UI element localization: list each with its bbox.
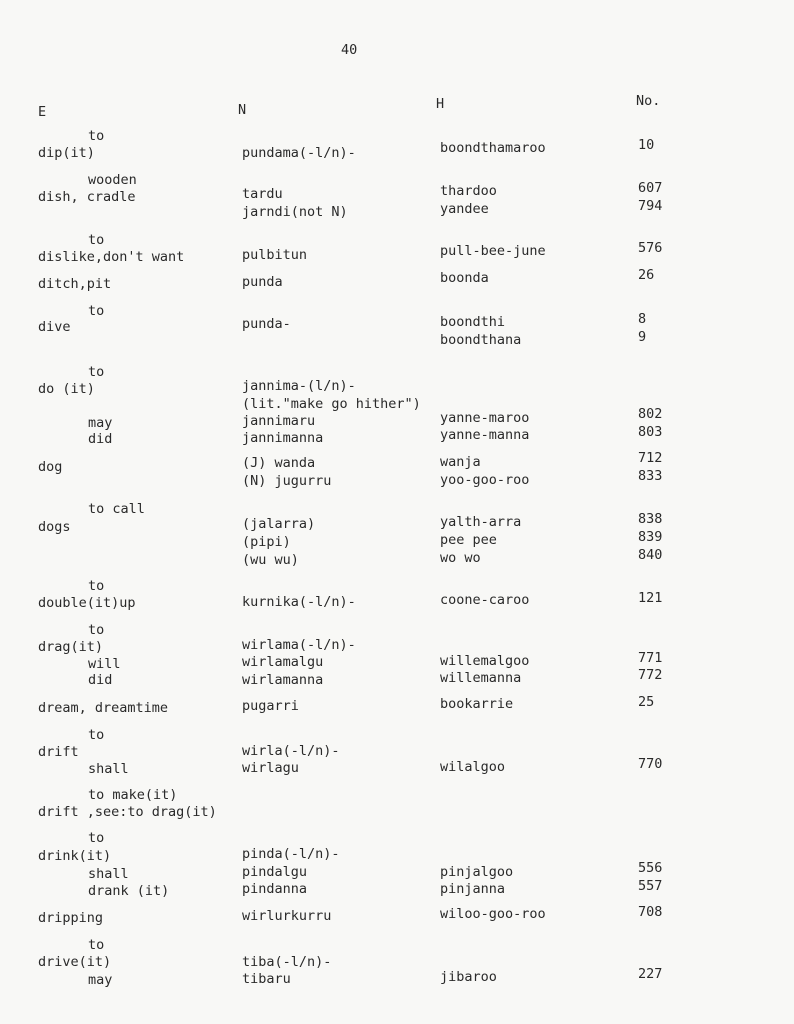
entry-english: dish, cradle [38,189,136,205]
entry-english: dip(it) [38,145,95,161]
entry-english: drive(it) [38,954,112,970]
entry-english: ditch,pit [38,276,112,292]
entry-number: 838 [638,511,663,527]
entry-english-prefix: to [88,303,105,319]
entry-english-prefix: to [88,232,105,248]
entry-h-form: boondthana [440,332,522,348]
entry-english: drag(it) [38,639,104,655]
entry-n-form: wirla(-l/n)- [242,743,340,759]
entry-english: dripping [38,910,104,926]
entry-h-form: pull-bee-june [440,243,546,259]
header-english: E [38,104,47,120]
entry-english: dislike,don't want [38,249,185,265]
entry-english-prefix: to [88,830,105,846]
entry-english: drank (it) [88,883,170,899]
entry-english: dive [38,319,71,335]
entry-h-form: boondthi [440,314,506,330]
entry-english-prefix: to [88,128,105,144]
entry-english: will [88,656,121,672]
entry-n-form: jannimanna [242,430,324,446]
entry-n-form: wirlurkurru [242,908,332,924]
entry-english-prefix: to [88,937,105,953]
entry-h-form: bookarrie [440,696,514,712]
entry-number: 607 [638,180,663,196]
entry-number: 771 [638,650,663,666]
entry-n-form: jannima-(l/n)- [242,378,356,394]
entry-n-form: wirlamalgu [242,654,324,670]
entry-n-form: tardu [242,186,283,202]
header-h: H [436,96,445,112]
entry-n-form: punda [242,274,283,290]
entry-h-form: wilalgoo [440,759,506,775]
entry-english-prefix: to [88,578,105,594]
entry-h-form: wanja [440,454,481,470]
entry-english: may [88,415,113,431]
entry-n-form: pindanna [242,881,308,897]
entry-n-form: (N) jugurru [242,473,332,489]
entry-number: 833 [638,468,663,484]
header-n: N [238,102,247,118]
entry-n-form: (J) wanda [242,455,316,471]
entry-number: 802 [638,406,663,422]
entry-english-prefix: to call [88,501,145,517]
entry-english-prefix: to [88,364,105,380]
entry-english: did [88,672,113,688]
entry-english: drift ,see:to drag(it) [38,804,217,820]
entry-number: 557 [638,878,663,894]
entry-n-form: wirlama(-l/n)- [242,637,356,653]
entry-number: 576 [638,240,663,256]
entry-h-form: willemanna [440,670,522,686]
entry-english: double(it)up [38,595,136,611]
entry-n-form: wirlamanna [242,672,324,688]
entry-english-prefix: to make(it) [88,787,178,803]
entry-h-form: yoo-goo-roo [440,472,530,488]
entry-n-form: (wu wu) [242,552,299,568]
entry-h-form: boondthamaroo [440,140,546,156]
entry-h-form: yandee [440,201,489,217]
entry-h-form: yalth-arra [440,514,522,530]
entry-h-form: wiloo-goo-roo [440,906,546,922]
entry-english-prefix: wooden [88,172,137,188]
entry-n-form: pindalgu [242,864,308,880]
entry-number: 794 [638,198,663,214]
entry-english-prefix: to [88,727,105,743]
header-number: No. [636,93,661,109]
entry-number: 770 [638,756,663,772]
entry-n-form: pinda(-l/n)- [242,846,340,862]
entry-english: shall [88,866,129,882]
page-number: 40 [341,42,358,58]
entry-english-prefix: to [88,622,105,638]
entry-n-form: pulbitun [242,247,308,263]
entry-number: 25 [638,694,655,710]
entry-english: may [88,972,113,988]
entry-h-form: wo wo [440,550,481,566]
entry-english: dogs [38,519,71,535]
entry-english: drink(it) [38,848,112,864]
entry-english: dream, dreamtime [38,700,169,716]
entry-english: do (it) [38,381,95,397]
entry-english: dog [38,459,63,475]
entry-number: 803 [638,424,663,440]
entry-number: 9 [638,329,647,345]
entry-h-form: boonda [440,270,489,286]
entry-n-form: tiba(-l/n)- [242,954,332,970]
entry-n-form: pugarri [242,698,299,714]
entry-h-form: willemalgoo [440,653,530,669]
entry-number: 8 [638,311,647,327]
entry-h-form: yanne-maroo [440,410,530,426]
entry-n-form: (jalarra) [242,516,316,532]
entry-number: 121 [638,590,663,606]
entry-n-form: (pipi) [242,534,291,550]
entry-h-form: pinjanna [440,881,506,897]
entry-number: 10 [638,137,655,153]
entry-number: 840 [638,547,663,563]
entry-number: 556 [638,860,663,876]
entry-english: shall [88,761,129,777]
entry-h-form: pinjalgoo [440,864,514,880]
entry-number: 227 [638,966,663,982]
entry-h-form: pee pee [440,532,497,548]
entry-number: 708 [638,904,663,920]
entry-number: 772 [638,667,663,683]
entry-n-form: wirlagu [242,760,299,776]
entry-number: 26 [638,267,655,283]
entry-n-form: (lit."make go hither") [242,396,421,412]
entry-n-form: tibaru [242,971,291,987]
entry-h-form: jibaroo [440,969,497,985]
entry-n-form: kurnika(-l/n)- [242,594,356,610]
entry-number: 712 [638,450,663,466]
entry-english: drift [38,744,79,760]
entry-n-form: jarndi(not N) [242,204,348,220]
entry-n-form: jannimaru [242,413,316,429]
entry-n-form: pundama(-l/n)- [242,145,356,161]
entry-h-form: coone-caroo [440,592,530,608]
entry-english: did [88,431,113,447]
entry-h-form: yanne-manna [440,427,530,443]
entry-h-form: thardoo [440,183,497,199]
entry-n-form: punda- [242,316,291,332]
entry-number: 839 [638,529,663,545]
